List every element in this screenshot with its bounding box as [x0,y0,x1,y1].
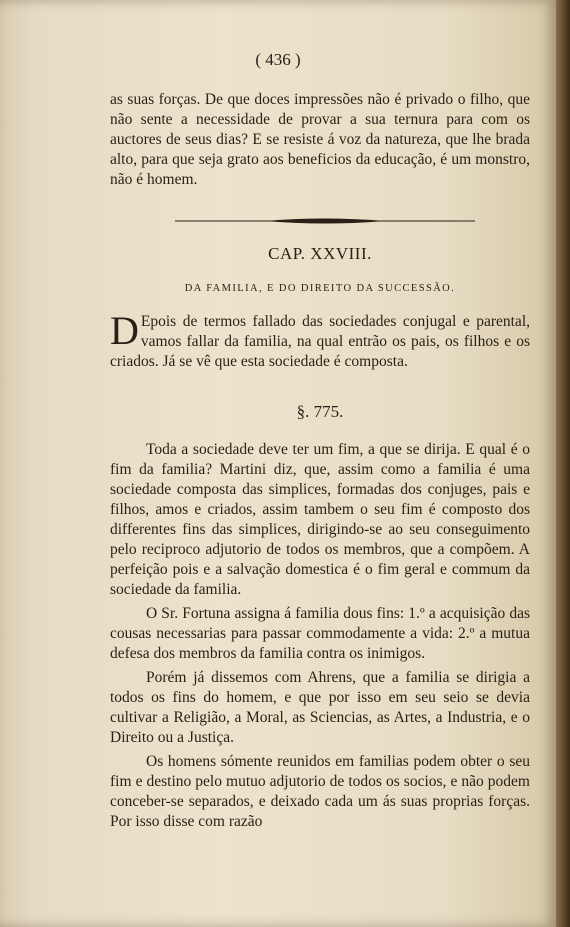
intro-text: Epois de termos fallado das sociedades conjugal e parental, vamos fallar da familia, na qual entrão os pais, os filhos e os criados. Já se vê que esta sociedade é composta. [110,313,530,370]
paragraph: Os homens sómente reunidos em familias podem obter o seu fim e destino pelo mutuo adjutorio de todos os socios, e não podem conceber-se separados, e deixado cada um ás suas proprias forças. Por isso disse com razão [110,753,530,830]
paragraph: O Sr. Fortuna assigna á familia dous fins: 1.º a acquisição das cousas necessarias para passar commodamente a vida: 2.º a mutua defesa dos membros da familia contra os inimigos. [110,605,530,662]
section-number: §. 775. [296,402,344,421]
book-edge [556,0,570,927]
top-paragraph-block [110,90,530,190]
intro-paragraph [110,308,530,372]
chapter-subtitle: DA FAMILIA, E DO DIREITO DA SUCCESSÃO. [184,283,456,294]
drop-cap: D [110,308,139,353]
chapter-title: CAP. XXVIII. [268,244,372,263]
paragraph: Porém já dissemos com Ahrens, que a familia se dirigia a todos os fins do homem, e que por isso em seu seio se devia cultivar a Religião, a Moral, as Sciencias, as Artes, a Industria, e o Direito ou a Justiça. [110,669,530,746]
body-text [110,440,530,836]
page-number: ( 436 ) [255,50,301,69]
ornamental-rule [175,217,475,225]
top-paragraph: as suas forças. De que doces impressões não é privado o filho, que não sente a necessidade de provar a sua ternura para com os auctores de seus dias? E se resiste á voz da natureza, que lhe brada alto, para que seja grato aos beneficios da educação, é um monstro, não é homem. [110,91,530,188]
paragraph: Toda a sociedade deve ter um fim, a que se dirija. E qual é o fim da familia? Martini diz, que, assim como a familia é uma sociedade composta das simplices, formadas dos conjuges, pais e filhos, amos e criados, assim tambem o seu fim é composto dos differentes fins das simplices, dirigindo-se ao seu conseguimento pelo reciproco adjutorio de todos os membros, que a compõem. A perfeição pois e a salvação domestica é o fim geral e commum da sociedade da familia. [110,441,530,598]
